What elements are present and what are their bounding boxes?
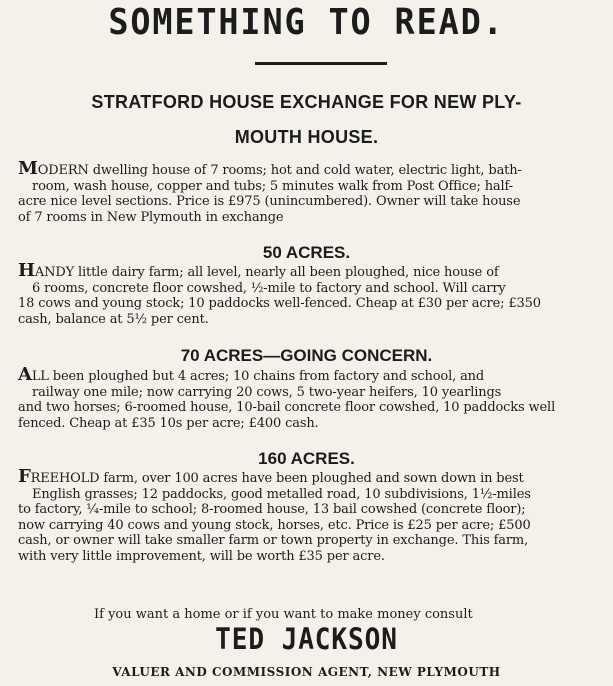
listing-line: cash, or owner will take smaller farm or town property in exchange. This farm, <box>18 533 529 548</box>
dropcap: M <box>18 158 38 179</box>
listing-line: room, wash house, copper and tubs; 5 minutes walk from Post Office; half- <box>32 178 513 194</box>
section-heading-160-acres: 160 ACRES. <box>258 449 355 468</box>
dropcap: H <box>18 260 35 281</box>
headline-rule <box>255 62 387 65</box>
listing-line: cash, balance at 5½ per cent. <box>18 311 209 327</box>
listing-line: ANDY little dairy farm; all level, nearly all been ploughed, nice house of <box>34 265 499 280</box>
listing-line: to factory, ¼-mile to school; 8-roomed house, 13 bail cowshed (concrete floor); <box>18 502 526 517</box>
listing-line: with very little improvement, will be worth £35 per acre. <box>18 548 385 564</box>
main-heading-line-2: MOUTH HOUSE. <box>234 127 379 147</box>
listing-line: now carrying 40 cows and young stock, horses, etc. Price is £25 per acre; £500 <box>18 517 531 533</box>
listing-line: of 7 rooms in New Plymouth in exchange <box>18 209 284 225</box>
headline: SOMETHING TO READ. <box>108 2 505 43</box>
listing-line: REEHOLD farm, over 100 acres have been ploughed and sown down in best <box>30 471 524 486</box>
section-heading-70-acres: 70 ACRES—GOING CONCERN. <box>180 346 433 365</box>
listing-line: 6 rooms, concrete floor cowshed, ½-mile to factory and school. Will carry <box>32 280 506 296</box>
listing-stratford-house <box>18 158 610 225</box>
listing-line: 18 cows and young stock; 10 paddocks well-fenced. Cheap at £30 per acre; £350 <box>18 296 541 311</box>
listing-160-acres <box>18 466 610 564</box>
listing-line: acre nice level sections. Price is £975 (unincumbered). Owner will take house <box>18 194 521 209</box>
dropcap: A <box>18 364 32 385</box>
section-heading-50-acres: 50 ACRES. <box>262 243 351 262</box>
listing-line: ODERN dwelling house of 7 rooms; hot and cold water, electric light, bath- <box>37 163 522 178</box>
contact-line: If you want a home or if you want to make money consult <box>94 607 473 622</box>
dropcap: F <box>18 466 31 487</box>
listing-line: railway one mile; now carrying 20 cows, 5 two-year heifers, 10 yearlings <box>32 384 502 400</box>
listing-line: LL been ploughed but 4 acres; 10 chains from factory and school, and <box>31 369 485 384</box>
main-heading-line-1: STRATFORD HOUSE EXCHANGE FOR NEW PLY- <box>91 92 522 112</box>
agent-name: TED JACKSON <box>215 622 398 656</box>
listing-line: fenced. Cheap at £35 10s per acre; £400 cash. <box>18 415 319 431</box>
listing-70-acres <box>18 364 610 431</box>
listing-50-acres <box>18 260 610 327</box>
agent-title: VALUER AND COMMISSION AGENT, NEW PLYMOUTH <box>112 665 501 679</box>
listing-line: and two horses; 6-roomed house, 10-bail concrete floor cowshed, 10 paddocks well <box>18 400 556 415</box>
listing-line: English grasses; 12 paddocks, good metalled road, 10 subdivisions, 1½-miles <box>32 486 531 502</box>
